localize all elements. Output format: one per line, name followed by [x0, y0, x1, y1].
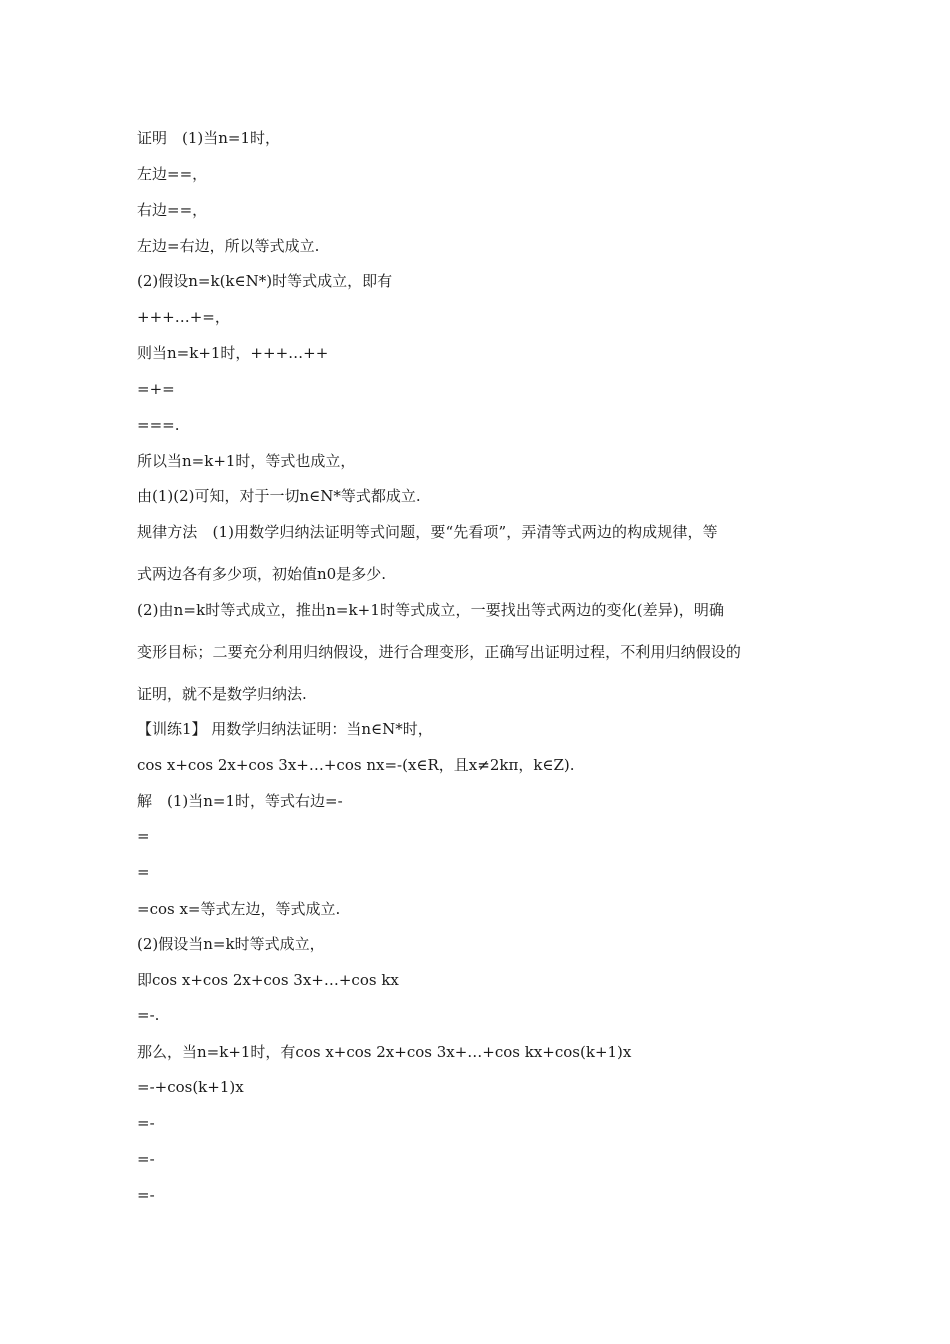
solution-line: 即cos x+cos 2x+cos 3x+…+cos kx [137, 971, 399, 989]
method-line: 证明，就不是数学归纳法. [137, 685, 307, 703]
proof-heading: 证明 (1)当n=1时， [137, 129, 281, 147]
solution-line: =-+cos(k+1)x [137, 1078, 244, 1096]
method-heading: 规律方法 (1)用数学归纳法证明等式问题，要“先看项”，弄清等式两边的构成规律，等 [137, 523, 718, 541]
solution-line: (2)假设当n=k时等式成立， [137, 935, 325, 953]
proof-line: 左边=右边，所以等式成立. [137, 237, 320, 255]
proof-line: ===. [137, 416, 180, 434]
proof-line: 则当n=k+1时，+++…++ [137, 344, 329, 362]
exercise-heading: 【训练1】 用数学归纳法证明：当n∈N*时， [137, 720, 433, 738]
solution-line: = [137, 827, 150, 845]
solution-line: =- [137, 1186, 155, 1204]
exercise-statement: cos x+cos 2x+cos 3x+…+cos nx=-(x∈R，且x≠2kπ，k∈Z). [137, 756, 575, 774]
solution-line: =-. [137, 1006, 160, 1024]
solution-heading: 解 (1)当n=1时，等式右边=- [137, 792, 343, 810]
method-line: 式两边各有多少项，初始值n0是多少. [137, 565, 386, 583]
proof-line: 左边==， [137, 165, 208, 183]
proof-line: 右边==， [137, 201, 208, 219]
proof-line: 由(1)(2)可知，对于一切n∈N*等式都成立. [137, 487, 421, 505]
solution-line: =cos x=等式左边，等式成立. [137, 900, 341, 918]
solution-line: =- [137, 1114, 155, 1132]
method-line: (2)由n=k时等式成立，推出n=k+1时等式成立，一要找出等式两边的变化(差异)，明确 [137, 601, 725, 619]
solution-line: 那么，当n=k+1时，有cos x+cos 2x+cos 3x+…+cos kx+cos(k+1)x [137, 1043, 632, 1061]
solution-line: =- [137, 1150, 155, 1168]
proof-line: +++…+=， [137, 308, 230, 326]
proof-line: (2)假设n=k(k∈N*)时等式成立，即有 [137, 272, 393, 290]
proof-line: 所以当n=k+1时，等式也成立， [137, 452, 356, 470]
method-line: 变形目标；二要充分利用归纳假设，进行合理变形，正确写出证明过程，不利用归纳假设的 [137, 643, 742, 661]
solution-line: = [137, 863, 150, 881]
proof-line: =+= [137, 380, 175, 398]
